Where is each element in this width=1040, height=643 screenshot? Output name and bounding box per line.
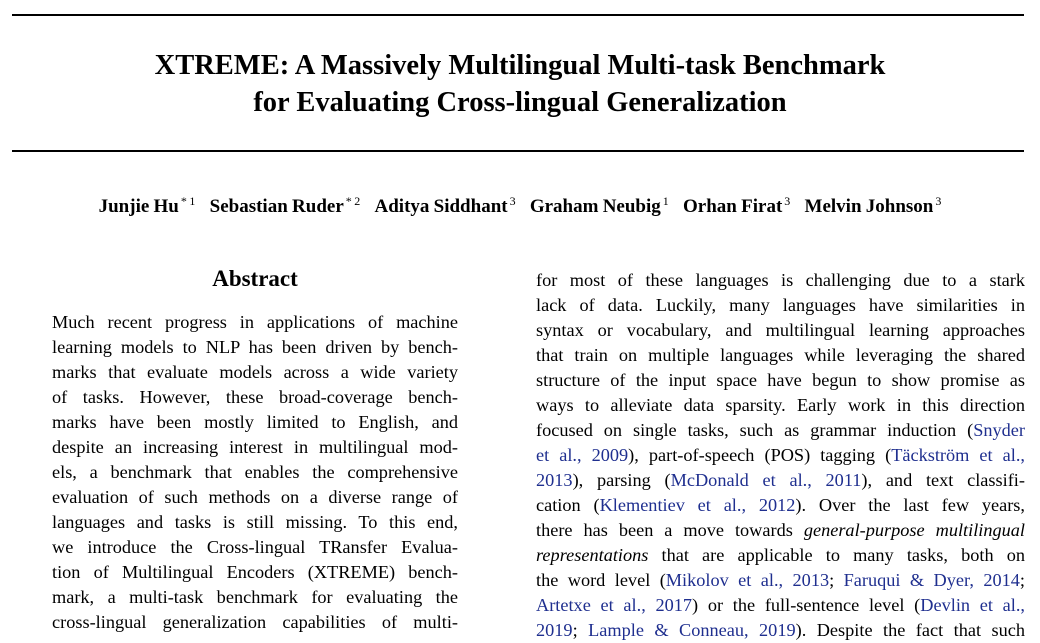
body-text: there has been a move towards bbox=[536, 520, 804, 540]
abstract-line: cross-lingual generalization capabilities of multi- bbox=[52, 612, 458, 632]
body-line bbox=[536, 543, 1025, 568]
title-line-1: XTREME: A Massively Multilingual Multi-task Benchmark bbox=[154, 50, 886, 81]
citation-link[interactable]: Faruqui & Dyer, 2014 bbox=[843, 570, 1020, 590]
citation-link[interactable]: Täckström et al., bbox=[891, 445, 1025, 465]
body-text: ; bbox=[1019, 570, 1025, 590]
body-line: structure of the input space have begun to show promise as bbox=[536, 370, 1025, 390]
body-line: lack of data. Luckily, many languages have similarities in bbox=[536, 295, 1025, 315]
author-list bbox=[0, 196, 1040, 218]
abstract-line: despite an increasing interest in multilingual mod- bbox=[52, 437, 458, 457]
body-text: ; bbox=[572, 620, 589, 640]
abstract-body bbox=[52, 310, 458, 635]
body-line bbox=[536, 493, 1025, 518]
author-name: Sebastian Ruder bbox=[209, 196, 344, 217]
body-text: ). Despite the fact that such bbox=[795, 620, 1025, 640]
abstract-text: ) bench- bbox=[389, 562, 458, 582]
body-line: ways to alleviate data sparsity. Early work in this direction bbox=[536, 395, 1025, 415]
body-text: ; bbox=[829, 570, 844, 590]
body-line: for most of these languages is challenging due to a stark bbox=[536, 270, 1025, 290]
body-text: focused on single tasks, such as grammar induction ( bbox=[536, 420, 974, 440]
citation-link[interactable]: 2013 bbox=[536, 470, 573, 490]
benchmark-name: XTREME bbox=[313, 562, 389, 582]
body-line: syntax or vocabulary, and multilingual learning approaches bbox=[536, 320, 1025, 340]
emphasis-text: representations bbox=[536, 545, 649, 565]
citation-link[interactable]: Devlin et al., bbox=[920, 595, 1025, 615]
author-affiliation: 1 bbox=[662, 194, 669, 208]
body-line bbox=[536, 468, 1025, 493]
author-affiliation: 3 bbox=[509, 194, 516, 208]
abstract-line: els, a benchmark that enables the comprehensive bbox=[52, 462, 458, 482]
author-affiliation: 3 bbox=[784, 194, 791, 208]
body-line: that train on multiple languages while leveraging the shared bbox=[536, 345, 1025, 365]
citation-link[interactable]: et al., 2009 bbox=[536, 445, 629, 465]
abstract-text: tion of Multilingual Encoders ( bbox=[52, 562, 314, 582]
abstract-line: marks that evaluate models across a wide variety bbox=[52, 362, 458, 382]
body-text: ) or the full-sentence level ( bbox=[692, 595, 921, 615]
title-line-2: for Evaluating Cross-lingual Generalization bbox=[253, 87, 787, 118]
body-text: ). Over the last few years, bbox=[795, 495, 1025, 515]
citation-link[interactable]: Snyder bbox=[973, 420, 1025, 440]
author-1 bbox=[99, 196, 196, 217]
body-text: ), parsing ( bbox=[572, 470, 671, 490]
body-line bbox=[536, 443, 1025, 468]
abstract-heading: Abstract bbox=[212, 266, 298, 291]
body-line bbox=[536, 418, 1025, 443]
author-5 bbox=[683, 196, 790, 217]
abstract-line: marks have been mostly limited to English, and bbox=[52, 412, 458, 432]
abstract-line: Much recent progress in applications of machine bbox=[52, 312, 458, 332]
citation-link[interactable]: Lample & Conneau, 2019 bbox=[588, 620, 796, 640]
author-4 bbox=[530, 196, 669, 217]
abstract-line: of tasks. However, these broad-coverage bench- bbox=[52, 387, 458, 407]
citation-link[interactable]: Artetxe et al., 2017 bbox=[536, 595, 693, 615]
author-affiliation: * 2 bbox=[345, 194, 361, 208]
paper-title bbox=[0, 47, 1040, 121]
author-name: Junjie Hu bbox=[98, 196, 179, 217]
body-text: the word level ( bbox=[536, 570, 666, 590]
body-line bbox=[536, 618, 1025, 643]
author-name: Aditya Siddhant bbox=[374, 196, 508, 217]
author-name: Melvin Johnson bbox=[804, 196, 934, 217]
introduction-body bbox=[536, 268, 1025, 643]
body-line bbox=[536, 593, 1025, 618]
body-line bbox=[536, 568, 1025, 593]
body-line bbox=[536, 518, 1025, 543]
author-affiliation: 3 bbox=[935, 194, 942, 208]
author-affiliation: * 1 bbox=[180, 194, 196, 208]
author-6 bbox=[805, 196, 942, 217]
body-text: ), and text classifi- bbox=[861, 470, 1025, 490]
abstract-line: mark, a multi-task benchmark for evaluating the bbox=[52, 587, 458, 607]
abstract-line bbox=[52, 560, 458, 585]
body-text: that are applicable to many tasks, both on bbox=[648, 545, 1025, 565]
abstract-line: evaluation of such methods on a diverse range of bbox=[52, 487, 458, 507]
abstract-line: languages and tasks is still missing. To this end, bbox=[52, 512, 458, 532]
emphasis-text: general-purpose multilingual bbox=[803, 520, 1025, 540]
citation-link[interactable]: Klementiev et al., 2012 bbox=[599, 495, 796, 515]
citation-link[interactable]: 2019 bbox=[536, 620, 573, 640]
abstract-line: we introduce the Cross-lingual TRansfer Evalua- bbox=[52, 537, 458, 557]
title-bottom-rule bbox=[12, 150, 1024, 152]
citation-link[interactable]: McDonald et al., 2011 bbox=[670, 470, 862, 490]
author-3 bbox=[375, 196, 516, 217]
citation-link[interactable]: Mikolov et al., 2013 bbox=[665, 570, 830, 590]
body-text: cation ( bbox=[536, 495, 600, 515]
author-name: Orhan Firat bbox=[683, 196, 783, 217]
author-2 bbox=[210, 196, 361, 217]
abstract-line: learning models to NLP has been driven by bench- bbox=[52, 337, 458, 357]
body-text: ), part-of-speech (POS) tagging ( bbox=[628, 445, 892, 465]
author-name: Graham Neubig bbox=[529, 196, 661, 217]
top-rule bbox=[12, 14, 1024, 16]
